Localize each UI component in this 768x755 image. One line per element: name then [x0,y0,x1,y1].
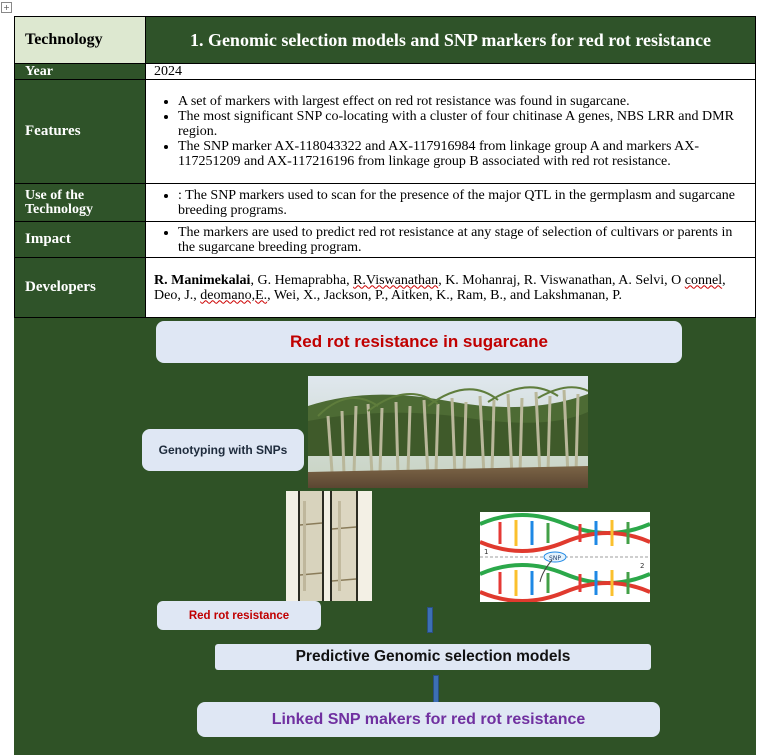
year-label: Year [15,64,146,80]
technology-label: Technology [15,17,146,64]
use-cell [146,184,756,222]
down-arrow-2 [433,675,439,704]
figure-panel [14,318,756,755]
developers-label: Developers [15,258,146,318]
linked-snp-box: Linked SNP makers for red rot resistance [197,702,660,737]
dna-label-2: 2 [640,562,645,570]
feature-item: • The SNP marker AX-118043322 and AX-117916984 from linkage group A and markers AX-117251209 and AX-117216196 from linkage group B associated with red rot resistance. [178,139,751,169]
sugarcane-field-photo [308,376,588,488]
feature-item: • A set of markers with largest effect on red rot resistance was found in sugarcane. [178,94,751,109]
table-move-handle[interactable]: + [1,2,12,13]
year-value: 2024 [146,64,756,80]
lead-developer: R. Manimekalai [154,272,251,288]
down-arrow-1 [427,607,433,633]
use-text: • : The SNP markers used to scan for the presence of the major QTL in the germplasm and sugarcane breeding programs. [178,188,751,218]
features-cell [146,80,756,184]
genotyping-box: Genotyping with SNPs [142,429,304,471]
figure-title-box: Red rot resistance in sugarcane [156,321,682,363]
red-rot-resistance-box: Red rot resistance [157,601,321,630]
feature-item: • The most significant SNP co-locating with a cluster of four chitinase A genes, NBS LRR and DMR region. [178,109,751,139]
features-list [154,94,751,169]
impact-label: Impact [15,222,146,258]
dna-snp-illustration [480,512,650,602]
impact-text: • The markers are used to predict red rot resistance at any stage of selection of cultivars or parents in the sugarcane breeding program. [178,225,751,255]
impact-cell [146,222,756,258]
technology-title: 1. Genomic selection models and SNP markers for red rot resistance [146,17,756,64]
dna-label-1: 1 [484,548,489,556]
technology-table [14,16,756,318]
dna-snp-label: SNP [549,555,561,562]
developers-cell: R. Manimekalai, G. Hemaprabha, R.Viswanathan, K. Mohanraj, R. Viswanathan, A. Selvi, O connel, Deo, J., deomano,E., Wei, X., Jackson, P., Aitken, K., Ram, B., and Lakshmanan, P. [146,258,756,318]
diseased-stalks-photo [286,491,372,601]
predictive-models-box: Predictive Genomic selection models [215,644,651,670]
features-label: Features [15,80,146,184]
use-label: Use of the Technology [15,184,146,222]
